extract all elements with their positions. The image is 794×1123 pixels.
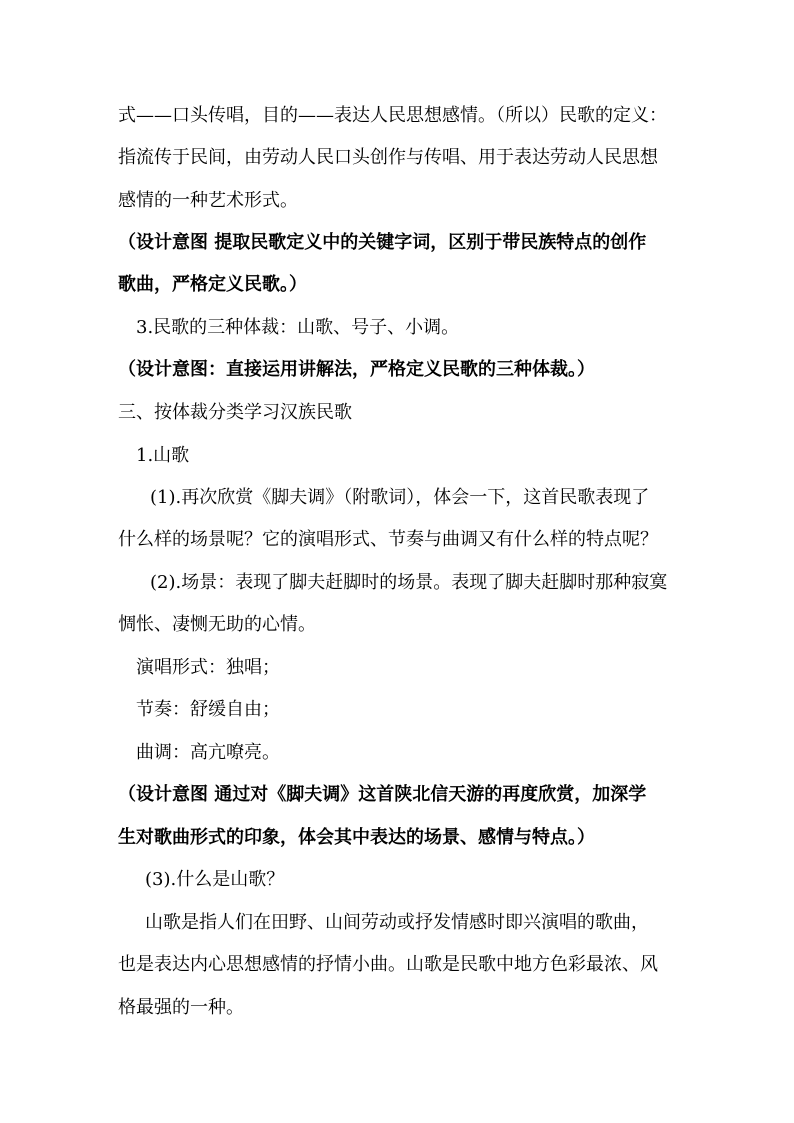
text-line-definition-3: 感情的一种艺术形式。: [118, 190, 298, 211]
question-3: (3).什么是山歌？: [145, 869, 285, 890]
subsection-heading-shange: 1.山歌: [136, 445, 190, 466]
shange-definition-line-2: 也是表达内心思想感情的抒情小曲。山歌是民歌中地方色彩最浓、风: [118, 954, 658, 975]
section-item-3: 3.民歌的三种体裁：山歌、号子、小调。: [136, 317, 460, 338]
design-intent-3-line-1: （设计意图 通过对《脚夫调》这首陕北信天游的再度欣赏，加深学: [118, 784, 647, 805]
question-1-line-1: (1).再次欣赏《脚夫调》（附歌词），体会一下，这首民歌表现了: [150, 487, 650, 508]
design-intent-2: （设计意图：直接运用讲解法，严格定义民歌的三种体裁。）: [118, 359, 595, 380]
text-line-definition-1: 式——口头传唱，目的——表达人民思想感情。（所以）民歌的定义：: [118, 105, 667, 126]
design-intent-1-line-1: （设计意图 提取民歌定义中的关键字词，区别于带民族特点的创作: [118, 232, 647, 253]
text-line-definition-2: 指流传于民间，由劳动人民口头创作与传唱、用于表达劳动人民思想: [118, 147, 658, 168]
shange-definition-line-1: 山歌是指人们在田野、山间劳动或抒发情感时即兴演唱的歌曲，: [145, 912, 649, 933]
design-intent-3-line-2: 生对歌曲形式的印象，体会其中表达的场景、感情与特点。）: [118, 827, 595, 848]
rhythm: 节奏：舒缓自由；: [136, 699, 280, 720]
question-1-line-2: 什么样的场景呢？它的演唱形式、节奏与曲调又有什么样的特点呢？: [118, 529, 658, 550]
melody: 曲调：高亢嘹亮。: [136, 742, 280, 763]
shange-definition-line-3: 格最强的一种。: [118, 997, 244, 1018]
section-heading-3: 三、按体裁分类学习汉族民歌: [118, 402, 352, 423]
scene-line-1: (2).场景：表现了脚夫赶脚时的场景。表现了脚夫赶脚时那种寂寞: [150, 572, 668, 593]
design-intent-1-line-2: 歌曲，严格定义民歌。）: [118, 274, 307, 295]
scene-line-2: 惆怅、凄恻无助的心情。: [118, 614, 316, 635]
performance-form: 演唱形式：独唱；: [136, 657, 280, 678]
